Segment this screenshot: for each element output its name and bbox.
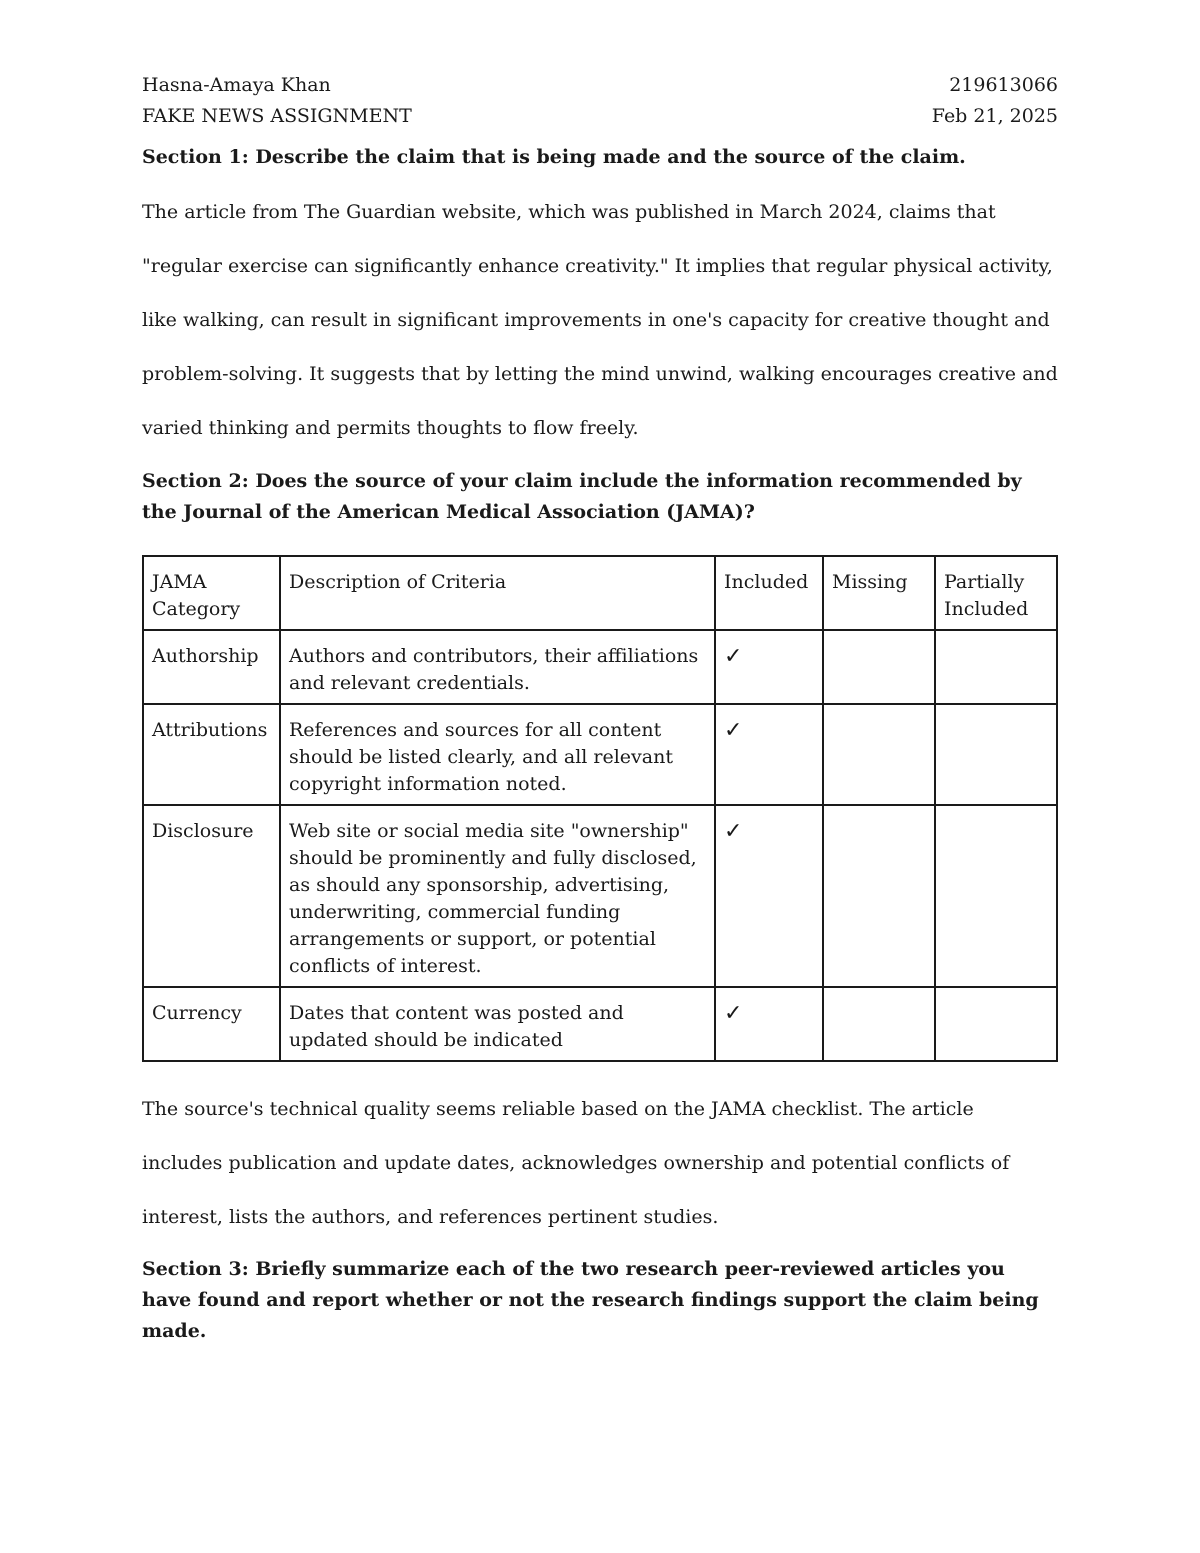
table-row [143,704,1057,805]
header-row-2 [142,101,1058,132]
description-cell: References and sources for all content should be listed clearly, and all relevant copyright information noted. [280,704,715,805]
document-page [142,70,1058,1347]
student-id: 219613066 [949,74,1058,96]
missing-cell [823,704,935,805]
partial-cell [935,805,1057,987]
section-2-heading: Section 2: Does the source of your claim include the information recommended by the Journal of the American Medical Association (JAMA)? [142,470,1022,523]
partial-cell [935,630,1057,704]
missing-cell [823,987,935,1061]
header-cell-category: JAMA Category [143,556,280,630]
section-2-summary: The source's technical quality seems reliable based on the JAMA checklist. The article includes publication and update dates, acknowledges ownership and potential conflicts of interest, lists the authors, and references pertinent studies. [142,1098,1010,1228]
jama-criteria-table [142,555,1058,1062]
table-row [143,630,1057,704]
document-date: Feb 21, 2025 [931,105,1058,127]
header-row-1 [142,70,1058,101]
header-cell-missing: Missing [823,556,935,630]
table-row [143,987,1057,1061]
table-header-row [143,556,1057,630]
section-1-heading: Section 1: Describe the claim that is being made and the source of the claim. [142,146,966,168]
author-name: Hasna-Amaya Khan [142,74,331,96]
section-1-body: The article from The Guardian website, which was published in March 2024, claims that "regular exercise can significantly enhance creativity." It implies that regular physical activity, like walking, can result in significant improvements in one's capacity for creative thought and problem-solving. It suggests that by letting the mind unwind, walking encourages creative and varied thinking and permits thoughts to flow freely. [142,201,1058,439]
table-row [143,805,1057,987]
assignment-title: FAKE NEWS ASSIGNMENT [142,105,412,127]
section-3-heading: Section 3: Briefly summarize each of the two research peer-reviewed articles you have found and report whether or not the research findings support the claim being made. [142,1258,1039,1342]
header-cell-partial: Partially Included [935,556,1057,630]
description-cell: Web site or social media site "ownership" should be prominently and fully disclosed, as should any sponsorship, advertising, underwriting, commercial funding arrangements or support, or potential conflicts of interest. [280,805,715,987]
header-cell-included: Included [715,556,823,630]
partial-cell [935,704,1057,805]
description-cell: Authors and contributors, their affiliations and relevant credentials. [280,630,715,704]
category-cell: Disclosure [143,805,280,987]
included-check-icon: ✓ [715,805,823,987]
category-cell: Authorship [143,630,280,704]
included-check-icon: ✓ [715,704,823,805]
included-check-icon: ✓ [715,630,823,704]
included-check-icon: ✓ [715,987,823,1061]
category-cell: Currency [143,987,280,1061]
missing-cell [823,805,935,987]
category-cell: Attributions [143,704,280,805]
missing-cell [823,630,935,704]
description-cell: Dates that content was posted and updated should be indicated [280,987,715,1061]
header-cell-description: Description of Criteria [280,556,715,630]
partial-cell [935,987,1057,1061]
